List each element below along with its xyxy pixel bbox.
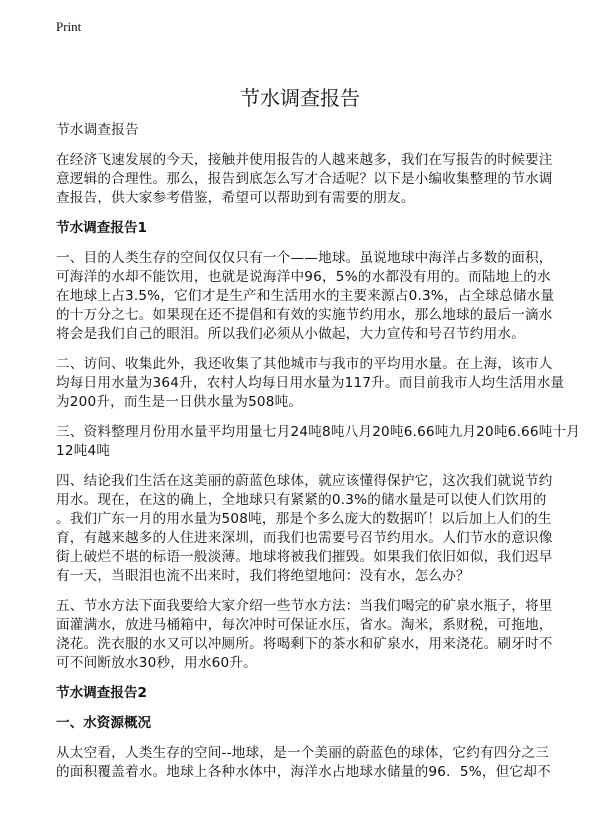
paragraph [56, 744, 556, 782]
paragraph-line: 有一天，当眼泪也流不出来时，我们将绝望地问：没有水，怎么办？ [56, 568, 470, 584]
paragraph-line: 在经济飞速发展的今天，接触并使用报告的人越来越多，我们在写报告的时候要注 [56, 152, 553, 168]
paragraph-line: 节水调查报告 [56, 122, 139, 138]
paragraph-line: 一、目的人类生存的空间仅仅只有一个——地球。虽说地球中海洋占多数的面积， [56, 250, 553, 266]
paragraph [56, 121, 556, 140]
document-title: 节水调查报告 [240, 86, 360, 110]
paragraph-line: 的十万分之七。如果现在还不提倡和有效的实施节约用水，那么地球的最后一滴水 [56, 307, 553, 323]
paragraph [56, 472, 556, 586]
paragraph-line: 意逻辑的合理性。那么，报告到底怎么写才合适呢？以下是小编收集整理的节水调 [56, 171, 553, 187]
paragraph-line: 为200升，而生是一日供水量为508吨。 [56, 394, 303, 410]
paragraph-line: 三、资料整理月份用水量平均用量七月24吨8吨八月20吨6.66吨九月20吨6.66吨十月 [56, 424, 581, 440]
paragraph-line: 可海洋的水却不能饮用，也就是说海洋中96，5%的水都没有用的。而陆地上的水 [56, 269, 551, 285]
document-body [56, 121, 581, 793]
section-heading: 一、水资源概况 [56, 715, 152, 731]
paragraph-line: 在地球上占3.5%，它们才是生产和生活用水的主要来源占0.3%，占全球总储水量 [56, 288, 555, 304]
paragraph-line: 五、节水方法下面我要给大家介绍一些节水方法：当我们喝完的矿泉水瓶子，将里 [56, 598, 553, 614]
section-heading: 节水调查报告1 [56, 220, 148, 236]
paragraph-line: 用水。现在，在这的确上，全地球只有紧紧的0.3%的储水量是可以使人们饮用的 [56, 492, 547, 508]
paragraph-line: 四、结论我们生活在这美丽的蔚蓝色球体，就应该懂得保护它，这次我们就说节约 [56, 473, 553, 489]
paragraph [56, 355, 565, 412]
paragraph-line: 可不间断放水30秒，用水60升。 [56, 655, 257, 671]
paragraph [56, 249, 556, 344]
paragraph-line: 浇花。洗衣服的水又可以冲厕所。将喝剩下的茶水和矿泉水，用来浇花。刷牙时不 [56, 636, 553, 652]
paragraph [56, 423, 581, 461]
paragraph-line: 面灌满水，放进马桶箱中，每次冲时可保证水压，省水。淘米，系财税，可拖地， [56, 617, 553, 633]
paragraph-line: 均每日用水量为364升，农村人均每日用水量为117升。而目前我市人均生活用水量 [56, 375, 565, 391]
paragraph-line: 查报告，供大家参考借鉴，希望可以帮助到有需要的朋友。 [56, 190, 415, 206]
paragraph-line: 育，有越来越多的人住进来深圳，而我们也需要号召节约用水。人们节水的意识像 [56, 530, 553, 546]
paragraph-line: 12吨4吨 [56, 443, 111, 459]
paragraph-line: 从太空看，人类生存的空间--地球，是一个美丽的蔚蓝色的球体，它约有四分之三 [56, 745, 549, 761]
paragraph [56, 151, 556, 208]
paragraph-line: 街上破烂不堪的标语一般淡薄。地球将被我们摧毁。如果我们依旧如似，我们迟早 [56, 549, 553, 565]
paragraph [56, 597, 556, 673]
print-link[interactable]: Print [56, 19, 82, 34]
paragraph-line: 的面积覆盖着水。地球上各种水体中，海洋水占地球水储量的96．5%，但它却不 [56, 764, 551, 780]
section-heading: 节水调查报告2 [56, 685, 148, 701]
paragraph-line: 将会是我们自己的眼泪。所以我们必须从小做起，大力宣传和号召节约用水。 [56, 326, 525, 342]
paragraph-line: 二、访问、收集此外，我还收集了其他城市与我市的平均用水量。在上海，该市人 [56, 356, 553, 372]
paragraph-line: 。我们广东一月的用水量为508吨，那是个多么庞大的数据吖！以后加上人们的生 [56, 511, 552, 527]
